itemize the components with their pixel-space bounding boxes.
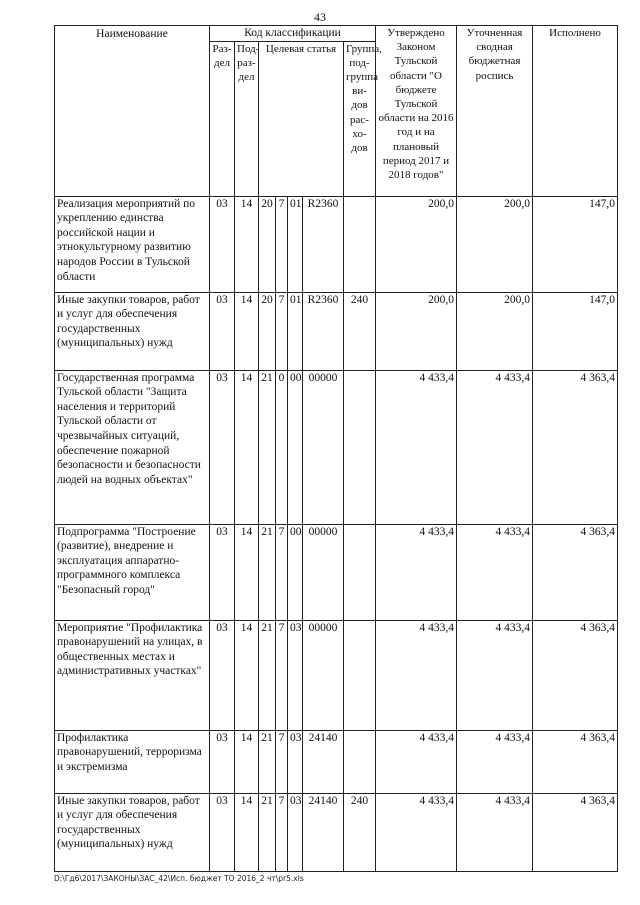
header-approved: Утверждено Законом Тульской области "О бюджете Тульской области на 2016 год и на плановый период 2017 и 2018 годов" xyxy=(376,26,457,197)
row-cs-subprogram: 7 xyxy=(276,292,288,370)
table-row xyxy=(55,524,618,620)
row-cs-event: 00 xyxy=(288,524,303,620)
row-cs-event: 03 xyxy=(288,730,303,793)
row-executed: 4 363,4 xyxy=(533,730,618,793)
row-cs-subprogram: 7 xyxy=(276,730,288,793)
row-cs-program: 21 xyxy=(259,730,276,793)
row-name: Иные закупки товаров, работ и услуг для обеспечения государственных (муниципальных) нужд xyxy=(55,292,210,370)
row-podrazdel: 14 xyxy=(235,730,259,793)
row-cs-program: 20 xyxy=(259,292,276,370)
row-cs-program: 21 xyxy=(259,793,276,871)
row-revised: 4 433,4 xyxy=(457,620,533,730)
budget-execution-table xyxy=(54,25,618,872)
table-row xyxy=(55,196,618,292)
row-approved: 4 433,4 xyxy=(376,793,457,871)
row-approved: 4 433,4 xyxy=(376,370,457,524)
header-expense-group: Группа, под-группа ви-дов рас-хо-дов xyxy=(344,41,376,196)
row-razdel: 03 xyxy=(210,292,235,370)
row-approved: 4 433,4 xyxy=(376,730,457,793)
row-executed: 4 363,4 xyxy=(533,793,618,871)
row-expense-type: 240 xyxy=(344,793,376,871)
row-expense-type xyxy=(344,196,376,292)
row-cs-program: 21 xyxy=(259,370,276,524)
row-cs-direction: 00000 xyxy=(303,620,344,730)
row-revised: 4 433,4 xyxy=(457,370,533,524)
row-name: Реализация мероприятий по укреплению единства российской нации и этнокультурному развитию народов России в Тульской области xyxy=(55,196,210,292)
row-name: Иные закупки товаров, работ и услуг для обеспечения государственных (муниципальных) нужд xyxy=(55,793,210,871)
row-cs-direction: 00000 xyxy=(303,524,344,620)
row-cs-event: 03 xyxy=(288,620,303,730)
row-cs-event: 00 xyxy=(288,370,303,524)
header-subsection: Под-раз-дел xyxy=(235,41,259,196)
row-podrazdel: 14 xyxy=(235,370,259,524)
row-razdel: 03 xyxy=(210,524,235,620)
row-cs-subprogram: 7 xyxy=(276,620,288,730)
row-executed: 4 363,4 xyxy=(533,620,618,730)
row-approved: 4 433,4 xyxy=(376,620,457,730)
row-expense-type xyxy=(344,524,376,620)
row-expense-type xyxy=(344,370,376,524)
row-revised: 200,0 xyxy=(457,292,533,370)
row-cs-direction: 00000 xyxy=(303,370,344,524)
row-razdel: 03 xyxy=(210,370,235,524)
row-approved: 4 433,4 xyxy=(376,524,457,620)
row-cs-direction: 24140 xyxy=(303,793,344,871)
row-revised: 4 433,4 xyxy=(457,524,533,620)
row-cs-program: 21 xyxy=(259,524,276,620)
row-revised: 4 433,4 xyxy=(457,730,533,793)
row-cs-subprogram: 7 xyxy=(276,196,288,292)
row-executed: 4 363,4 xyxy=(533,370,618,524)
row-razdel: 03 xyxy=(210,730,235,793)
row-revised: 4 433,4 xyxy=(457,793,533,871)
header-target-article: Целевая статья xyxy=(259,41,344,196)
row-cs-subprogram: 7 xyxy=(276,524,288,620)
row-razdel: 03 xyxy=(210,196,235,292)
table-row xyxy=(55,370,618,524)
row-name: Подпрограмма "Построение (развитие), внедрение и эксплуатация аппаратно-программного комплекса "Безопасный город" xyxy=(55,524,210,620)
row-razdel: 03 xyxy=(210,620,235,730)
row-expense-type xyxy=(344,620,376,730)
row-cs-event: 01 xyxy=(288,196,303,292)
table-row xyxy=(55,730,618,793)
row-cs-program: 21 xyxy=(259,620,276,730)
row-cs-direction: R2360 xyxy=(303,292,344,370)
header-name: Наименование xyxy=(55,26,210,197)
row-podrazdel: 14 xyxy=(235,793,259,871)
row-expense-type xyxy=(344,730,376,793)
row-executed: 147,0 xyxy=(533,292,618,370)
row-approved: 200,0 xyxy=(376,292,457,370)
row-podrazdel: 14 xyxy=(235,524,259,620)
file-path-footer: D:\Гд6\2017\ЗАКОНЫ\ЗАС_42\Исп. бюджет ТО 2016_2 чт\pr5.xls xyxy=(54,874,304,883)
row-podrazdel: 14 xyxy=(235,292,259,370)
row-cs-event: 01 xyxy=(288,292,303,370)
table-row xyxy=(55,620,618,730)
header-section: Раз-дел xyxy=(210,41,235,196)
row-podrazdel: 14 xyxy=(235,620,259,730)
row-revised: 200,0 xyxy=(457,196,533,292)
header-executed: Исполнено xyxy=(533,26,618,197)
header-revised: Уточненная сводная бюджетная роспись xyxy=(457,26,533,197)
row-expense-type: 240 xyxy=(344,292,376,370)
row-cs-direction: 24140 xyxy=(303,730,344,793)
row-executed: 147,0 xyxy=(533,196,618,292)
row-cs-program: 20 xyxy=(259,196,276,292)
table-row xyxy=(55,292,618,370)
row-name: Профилактика правонарушений, терроризма и экстремизма xyxy=(55,730,210,793)
row-cs-subprogram: 0 xyxy=(276,370,288,524)
row-name: Мероприятие "Профилактика правонарушений на улицах, в общественных местах и административных участках" xyxy=(55,620,210,730)
row-cs-subprogram: 7 xyxy=(276,793,288,871)
row-razdel: 03 xyxy=(210,793,235,871)
header-classification: Код классификации xyxy=(210,26,376,42)
row-cs-direction: R2360 xyxy=(303,196,344,292)
page-number: 43 xyxy=(314,10,326,24)
row-podrazdel: 14 xyxy=(235,196,259,292)
row-name: Государственная программа Тульской области "Защита населения и территорий Тульской области от чрезвычайных ситуаций, обеспечение пожарной безопасности и безопасности людей на водных объектах" xyxy=(55,370,210,524)
row-executed: 4 363,4 xyxy=(533,524,618,620)
row-cs-event: 03 xyxy=(288,793,303,871)
table-row xyxy=(55,793,618,871)
row-approved: 200,0 xyxy=(376,196,457,292)
